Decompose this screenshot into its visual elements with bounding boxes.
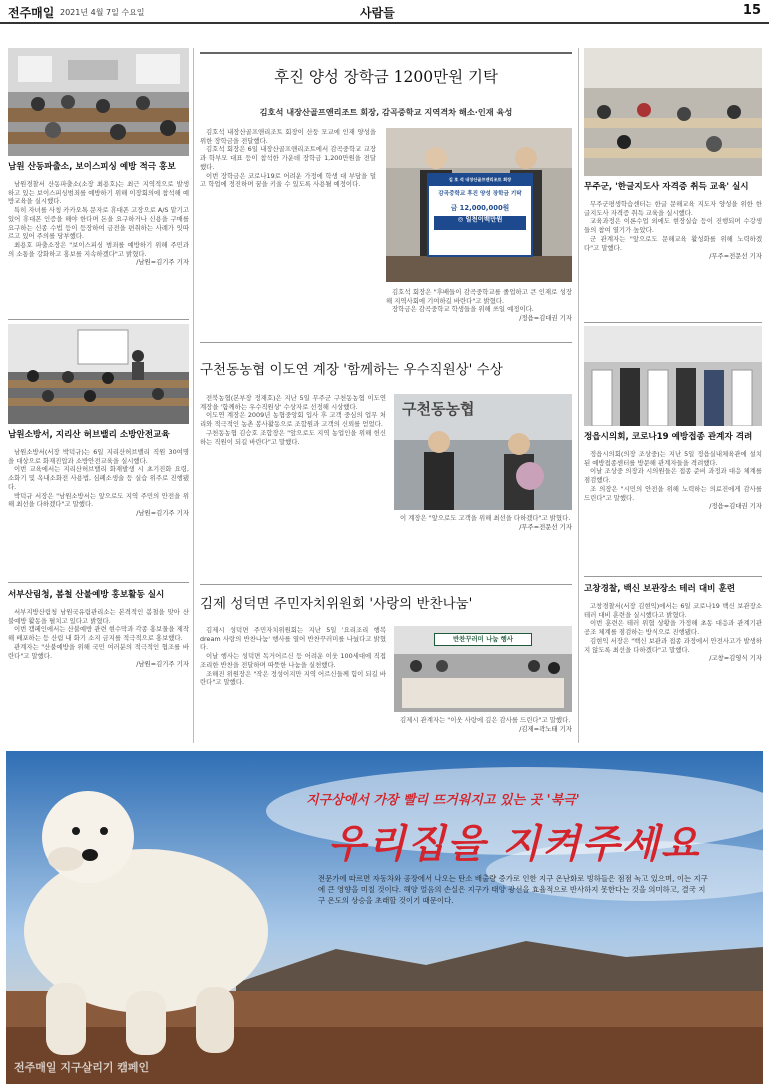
article-paragraph: 이번 훈련은 테러 위협 상황을 가정해 초동 대응과 관계기관 공조 체계를 점검하는 방식으로 진행됐다. xyxy=(584,619,762,637)
article-paragraph: 고창경찰서(서장 김현익)에서는 6일 코로나19 백신 보관장소 테러 대비 훈련을 실시했다고 밝혔다. xyxy=(584,602,762,619)
ad-tagline: 지구상에서 가장 빨리 뜨거워지고 있는 곳 '북극' xyxy=(306,793,580,808)
column-divider xyxy=(578,48,579,743)
article-body xyxy=(200,394,386,580)
section-title: 사람들 xyxy=(360,6,395,20)
article-title: 고창경찰, 백신 보관장소 테러 대비 훈련 xyxy=(584,584,736,594)
article-paragraph: 김호석 회장은 "후배들이 감곡중학교를 졸업하고 큰 인재로 성장해 지역사회에 기여하길 바란다"고 밝혔다. xyxy=(386,288,572,305)
board-top: 김 호 석 내장산골프앤리조트 회장 xyxy=(448,177,512,182)
divider xyxy=(200,342,572,343)
event-banner: 반찬꾸러미 나눔 행사 xyxy=(434,633,532,646)
article-paragraph: 군 관계자는 "앞으로도 문해교육 활성화를 위해 노력하겠다"고 말했다. xyxy=(584,234,762,252)
article-body xyxy=(584,450,762,574)
article-body xyxy=(200,626,386,740)
article-paragraph: 전북농협(본부장 정재호)은 지난 5일 무주군 구천동농협 이도연 계장을 '함께하는 우수직원상' 수상자로 선정해 시상했다. xyxy=(200,394,386,411)
article-byline: /정읍=김대권 기자 xyxy=(709,502,762,511)
article-byline: /고창=김영식 기자 xyxy=(709,654,762,663)
news-photo xyxy=(8,48,189,156)
article-title: 남원 산동파출소, 보이스피싱 예방 적극 홍보 xyxy=(8,162,176,172)
article-paragraph: 특히 자녀를 사칭 카카오톡 문자로 휴대폰 고장으로 A/S 맡기고 있어 휴대폰 인증을 해야 한다며 돈을 요구하거나 신용을 구매를 요구하는 신종 수법 등이 등장하여 금전을 편취하는 사례가 잇따르고 있어 주의를 당부했다. xyxy=(8,206,189,241)
article-body xyxy=(8,180,189,316)
article-paragraph: 박덕규 서장은 "남원소방서는 앞으로도 지역 주민의 안전을 위해 최선을 다하겠다"고 말했다. xyxy=(8,491,189,509)
ad-campaign-logo: 전주매일 지구살리기 캠페인 xyxy=(14,1061,150,1074)
news-photo xyxy=(584,326,762,426)
lead-headline: 후진 양성 장학금 1200만원 기탁 xyxy=(274,68,498,86)
article-byline: /무주=전문선 기자 xyxy=(709,252,762,261)
article-body xyxy=(8,448,189,580)
article-paragraph: 관계자는 "산불예방을 위해 국민 여러분의 적극적인 협조를 바란다"고 말했다. xyxy=(8,642,189,660)
article-byline: /남원=김기주 기자 xyxy=(136,258,189,267)
article-byline: /무주=전문선 기자 xyxy=(519,522,572,531)
board-mid: 감곡중학교 후진 양성 장학금 기탁 xyxy=(438,191,522,197)
issue-date: 2021년 4월 7일 수요일 xyxy=(60,8,145,17)
article-title: 정읍시의회, 코로나19 예방접종 관계자 격려 xyxy=(584,432,753,442)
article-paragraph: 무주군평생학습센터는 한글 문해교육 지도자 양성을 위한 한글지도사 자격증 취득 교육을 실시했다. xyxy=(584,200,762,217)
climate-campaign-ad xyxy=(6,751,763,1084)
news-photo xyxy=(584,48,762,176)
article-byline: /남원=김기주 기자 xyxy=(136,508,189,517)
article-paragraph: 이날 행사는 성덕면 독거어르신 등 어려운 이웃 100세대에 직접 조리한 반찬을 전달하며 따뜻한 나눔을 실천했다. xyxy=(200,652,386,669)
board-amount: 금 12,000,000원 xyxy=(450,204,510,212)
article-paragraph: 이 계장은 "앞으로도 고객을 위해 최선을 다하겠다"고 밝혔다. xyxy=(400,514,571,522)
article-paragraph: 서부지방산림청 남원국유림관리소는 본격적인 봄철을 맞아 산불예방 활동을 펼치고 있다고 밝혔다. xyxy=(8,608,189,625)
article-byline: /정읍=김대권 기자 xyxy=(519,314,572,323)
article-paragraph: 김제시 성덕면 주민자치위원회는 지난 5일 '요리조리 행복dream 사랑의 반찬나눔' 행사를 열어 반찬꾸러미를 나눴다고 밝혔다. xyxy=(200,626,386,652)
divider xyxy=(8,319,189,320)
news-photo xyxy=(8,324,189,424)
article-paragraph: 장학금은 감곡중학교 학생들을 위해 쓰일 예정이다. xyxy=(392,305,534,314)
article-body xyxy=(200,128,376,336)
article-byline: /남원=김기주 기자 xyxy=(136,660,189,669)
lead-subhead: 김호석 내장산골프앤리조트 회장, 감곡중학교 지역격차 해소·인재 육성 xyxy=(259,107,513,117)
article-byline: /김제=곽노태 기자 xyxy=(519,724,572,733)
article-paragraph: 김호석 내장산골프앤리조트 회장이 산둥 모교에 인재 양성을 위한 장학금을 전달했다. xyxy=(200,128,376,145)
article-paragraph: 조 의장은 "시민의 안전을 위해 노력하는 의료진에게 감사를 드린다"고 말했다. xyxy=(584,484,762,502)
article-body xyxy=(386,288,572,336)
ad-description: 전문가에 따르면 자동차와 공장에서 나오는 탄소 배출량 증가로 인한 지구 온난화로 빙하들은 점점 녹고 있으며, 이는 지구에 큰 영향을 미칠 것이다. 해양 얼음의 손실은 지구가 태양 광선을 효율적으로 반사하지 못한다는 것을 의미하고, 결국 지구 온도의 상승을 초래할 것이기 때문이다. xyxy=(318,874,708,905)
donation-board xyxy=(428,174,532,256)
article-body xyxy=(394,716,572,744)
article-body xyxy=(584,602,762,742)
article-paragraph: 이번 교육에서는 지리산허브밸리 화재발생 시 초기진화 요령, 소화기 및 옥내소화전 사용법, 심폐소생술 등 실습 위주로 진행됐다. xyxy=(8,465,189,491)
article-paragraph: 이날 조상중 의장과 시의원들은 접종 준비 과정과 대응 체계를 점검했다. xyxy=(584,467,762,485)
divider xyxy=(200,52,572,54)
article-paragraph: 조해진 위원장은 "작은 정성이지만 지역 어르신들께 힘이 되길 바란다"고 말했다. xyxy=(200,669,386,687)
article-paragraph: 교육과정은 이론수업 외에도 현장실습 등이 진행되며 수강생들의 참여 열기가 높았다. xyxy=(584,217,762,235)
column-divider xyxy=(193,48,194,743)
page-header xyxy=(0,0,769,24)
article-paragraph: 남원소방서(서장 박덕규)는 6일 지리산허브밸리 직원 30여명을 대상으로 화재진압과 소방안전교육을 실시했다. xyxy=(8,448,189,465)
article-body xyxy=(584,200,762,320)
divider xyxy=(584,576,762,577)
page-number: 15 xyxy=(742,3,761,18)
divider xyxy=(584,322,762,323)
article-title: 김제 성덕면 주민자치위원회 '사랑의 반찬나눔' xyxy=(200,596,473,612)
article-body xyxy=(8,608,189,740)
article-paragraph: 최용호 파출소장은 "보이스피싱 범죄를 예방하기 위해 주민과의 소통을 강화하고 홍보를 지속하겠다"고 밝혔다. xyxy=(8,240,189,258)
article-paragraph: 이번 캠페인에서는 산불예방 관련 현수막과 각종 홍보물을 제작해 배포하는 등 산림 내 화기 소지 금지를 적극적으로 홍보했다. xyxy=(8,625,189,643)
article-paragraph: 김호석 회장은 6일 내장산골프앤리조트에서 감곡중학교 교장과 학부모 대표 등이 참석한 가운데 장학금 1,200만원을 전달했다. xyxy=(200,145,376,171)
divider xyxy=(8,582,189,583)
article-title: 무주군, '한글지도사 자격증 취득 교육' 실시 xyxy=(584,182,749,192)
article-paragraph: 정읍시의회(의장 조상중)는 지난 5일 정읍실내체육관에 설치된 예방접종센터를 방문해 관계자들을 격려했다. xyxy=(584,450,762,467)
divider xyxy=(200,584,572,585)
building-sign: 구천동농협 xyxy=(402,400,475,418)
article-paragraph: 구천동농협 김승호 조합장은 "앞으로도 지역 농업인을 위해 헌신하는 직원이 되길 바란다"고 말했다. xyxy=(200,428,386,446)
article-title: 서부산림청, 봄철 산불예방 홍보활동 실시 xyxy=(8,590,165,600)
board-amount-words: ◎ 일천이백만원 xyxy=(457,215,503,223)
article-paragraph: 이번 장학금은 코로나19로 어려운 가정에 학생 대 부담을 덜고 학업에 정진하며 꿈을 키울 수 있도록 사용될 예정이다. xyxy=(200,171,376,189)
article-paragraph: 김현익 서장은 "백신 보관과 접종 과정에서 안전사고가 발생하지 않도록 최선을 다하겠다"고 말했다. xyxy=(584,636,762,654)
article-title: 남원소방서, 지리산 허브밸리 소방안전교육 xyxy=(8,430,170,440)
ad-headline: 우리집을 지켜주세요 xyxy=(328,822,701,867)
article-paragraph: 남원경찰서 산동파출소(소장 최용호)는 최근 지역적으로 발생하고 있는 보이스피싱범죄를 예방하기 위해 이장회의에 참석해 예방교육을 실시했다. xyxy=(8,180,189,206)
article-title: 구천동농협 이도연 계장 '함께하는 우수직원상' 수상 xyxy=(200,362,503,378)
article-body xyxy=(394,514,572,580)
newspaper-logo: 전주매일 xyxy=(8,6,55,20)
article-paragraph: 이도연 계장은 2009년 농협중앙회 입사 후 고객 중심의 업무 처리와 적극적인 농촌 봉사활동으로 조합원과 고객의 신뢰를 얻었다. xyxy=(200,411,386,429)
article-paragraph: 김제시 관계자는 "이웃 사랑에 깊은 감사를 드린다"고 말했다. xyxy=(400,716,571,724)
